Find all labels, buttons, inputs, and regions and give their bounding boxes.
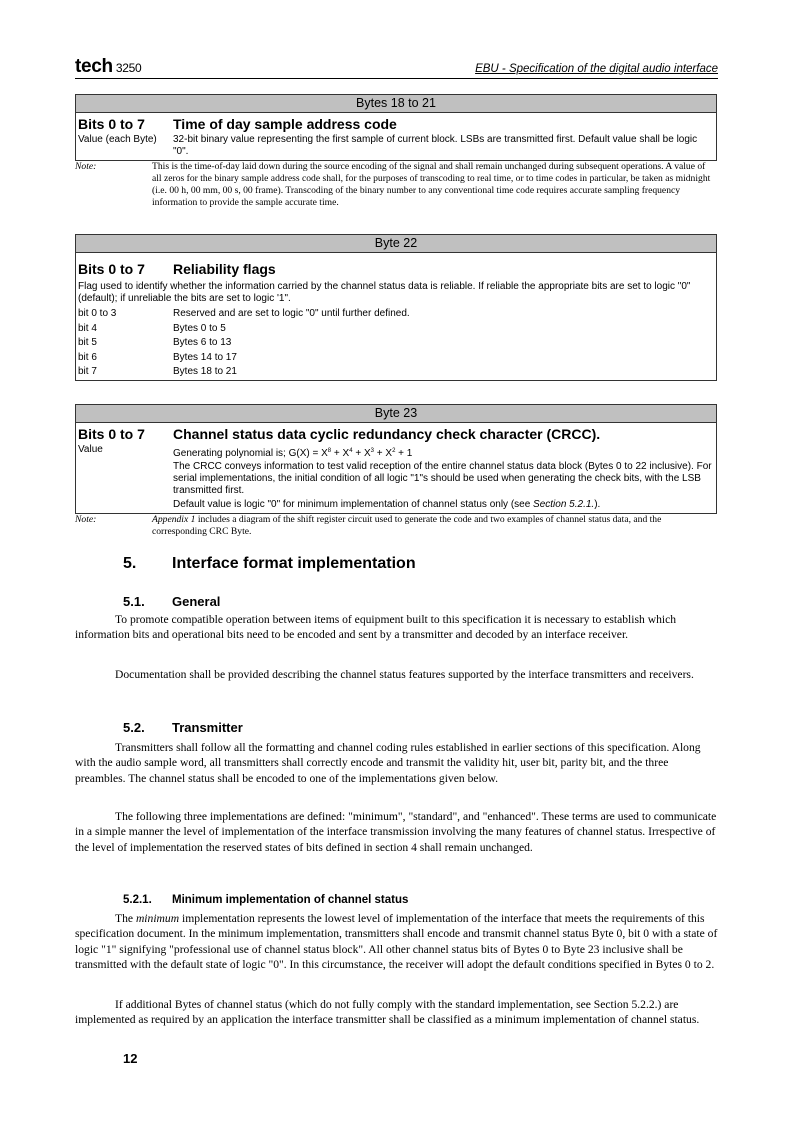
crcc-description: The CRCC conveys information to test valid reception of the entire channel status data block (Bytes 0 to 22 inclusive). For serial implementations, the initial condition of all logic "1"s should be used when generating the check bits, with the LSB transmitted first.: [173, 461, 712, 496]
bit-number: bit 0 to 3: [78, 308, 117, 319]
bit-meaning: Bytes 18 to 21: [173, 366, 237, 377]
paragraph: To promote compatible operation between items of equipment built to this specification it is necessary to establish which information bits and operational bits need to be encoded and sent by a transmitter and decoded by an interface receiver.: [75, 613, 677, 642]
poly-text: + X: [373, 448, 393, 459]
bit-number: bit 7: [78, 366, 97, 377]
poly-exponent: 4: [349, 448, 353, 454]
table-byte-22: [75, 234, 717, 381]
doc-id-number: 3250: [115, 61, 142, 75]
table-heading: Byte 22: [76, 235, 716, 253]
poly-text: + 1: [395, 448, 413, 459]
section-reference: Section 5.2.1.: [533, 499, 595, 510]
paragraph: Transmitters shall follow all the formatting and channel coding rules established in earlier sections of this specification. Along with the audio sample word, all transmitters shall correctly encode and transmit the validity hit, user bit, parity bit, and the three preambles. The channel status shall be encoded to one of the implementations given below.: [75, 741, 701, 785]
poly-exponent: 3: [370, 448, 374, 454]
table-heading: Bytes 18 to 21: [76, 95, 716, 113]
paragraph: [75, 911, 718, 972]
bit-meaning: Bytes 14 to 17: [173, 351, 237, 363]
note-text: This is the time-of-day laid down during the source encoding of the signal and shall remain unchanged during subsequent operations. A value of all zeros for the binary sample address code shall, for the purposes of transcoding to real time, or to time codes in particular, be taken as midnight (i.e. 00 h, 00 mm, 00 s, 00 frame). Transcoding of the binary number to any conventional time code requires accurate sampling frequency information to provide the sample accurate time.: [152, 161, 711, 208]
default-value-text: [173, 499, 716, 511]
note-label: Note:: [75, 514, 97, 525]
polynomial: [173, 444, 716, 461]
section-5-2-heading: [123, 720, 243, 735]
bit-row: [76, 322, 716, 337]
doc-id-prefix: tech: [75, 56, 113, 77]
emphasis: minimum: [135, 912, 180, 925]
value-text: 32-bit binary value representing the first sample of current block. LSBs are transmitted first. Default value shall be logic "0".: [173, 134, 698, 157]
section-5-heading: [123, 555, 416, 573]
bit-row: [76, 351, 716, 366]
paragraph-text: The: [115, 912, 136, 925]
section-title: Interface format implementation: [172, 555, 416, 572]
page-number: 12: [123, 1051, 138, 1066]
field-title: Time of day sample address code: [173, 116, 397, 132]
value-label: Value (each Byte): [78, 134, 157, 145]
bit-meaning: Bytes 0 to 5: [173, 322, 226, 334]
section-5-1-heading: [123, 594, 220, 609]
running-header: [75, 56, 718, 79]
value-label: Value: [78, 444, 103, 455]
section-number: 5.: [123, 555, 137, 572]
table-bytes-18-21: [75, 94, 717, 161]
table-heading: Byte 23: [76, 405, 716, 423]
appendix-reference: Appendix 1: [152, 514, 196, 525]
bits-label: Bits 0 to 7: [78, 426, 145, 442]
paragraph: The following three implementations are defined: "minimum", "standard", and "enhanced". These terms are used to communicate in a simple manner the level of implementation of the interface transmission involving the many features of channel status. Irrespective of the level of implementation the reserved states of bits defined in section 4 shall remain unchanged.: [75, 810, 717, 854]
doc-title: EBU - Specification of the digital audio interface: [475, 63, 718, 75]
section-number: 5.1.: [123, 594, 145, 609]
bit-row: [76, 307, 716, 322]
bit-row: [76, 336, 716, 351]
note-text: [152, 514, 715, 538]
section-title: Transmitter: [172, 720, 243, 735]
note-label: Note:: [75, 161, 97, 172]
table-byte-23: [75, 404, 717, 514]
note-bytes-18-21: [75, 161, 715, 209]
default-suffix: ).: [594, 499, 601, 510]
bit-meaning: Bytes 6 to 13: [173, 337, 232, 348]
bits-label: Bits 0 to 7: [78, 116, 145, 132]
bit-number: bit 6: [78, 351, 97, 363]
bit-number: bit 5: [78, 337, 97, 348]
section-5-2-1-heading: [123, 894, 408, 906]
section-title: General: [172, 594, 221, 609]
section-number: 5.2.: [123, 720, 145, 735]
poly-text: + X: [352, 448, 371, 459]
poly-exponent: 2: [392, 448, 396, 454]
bit-number: bit 4: [78, 322, 97, 334]
field-description: Flag used to identify whether the information carried by the channel status data is reliable. If reliable the appropriate bits are set to logic "0" (default); if unreliable the bits are set to logic '1".: [78, 281, 691, 304]
paragraph-text: implementation represents the lowest level of implementation of the interface that meets the requirements of this specification document. In the minimum implementation, transmitters shall encode and transmit channel status Byte 0, bit 0 with a state of logic "1" signifying "professional use of channel status block". All other channel status bits of Bytes 0 to Byte 23 inclusive shall be transmitted with the default state of logic "0". In this circumstance, the receiver will adopt the default conditions specified in Bytes 0 to 2.: [75, 912, 718, 971]
section-title: Minimum implementation of channel status: [172, 894, 409, 906]
bit-row: [76, 365, 716, 380]
paragraph: Documentation shall be provided describing the channel status features supported by the interface transmitters and receivers.: [115, 668, 694, 681]
section-number: 5.2.1.: [123, 894, 152, 906]
poly-exponent: 8: [327, 448, 332, 454]
field-title: Channel status data cyclic redundancy check character (CRCC).: [173, 426, 601, 442]
default-prefix: Default value is logic "0" for minimum implementation of channel status only (see: [173, 499, 534, 510]
poly-text: + X: [331, 448, 350, 459]
poly-text: Generating polynomial is; G(X) = X: [173, 448, 328, 459]
field-title: Reliability flags: [173, 261, 276, 277]
note-byte-23: [75, 514, 715, 538]
doc-id: [75, 56, 141, 79]
bit-meaning: Reserved and are set to logic "0" until further defined.: [173, 308, 410, 319]
paragraph: If additional Bytes of channel status (which do not fully comply with the standard implementation, see Section 5.2.2.) are implemented as required by an application the interface transmitter shall be classified as a minimum implementation of channel status.: [75, 998, 700, 1027]
bits-label: Bits 0 to 7: [78, 261, 145, 277]
note-body: includes a diagram of the shift register circuit used to generate the code and two examples of channel status data, and the corresponding CRC Byte.: [152, 514, 662, 537]
